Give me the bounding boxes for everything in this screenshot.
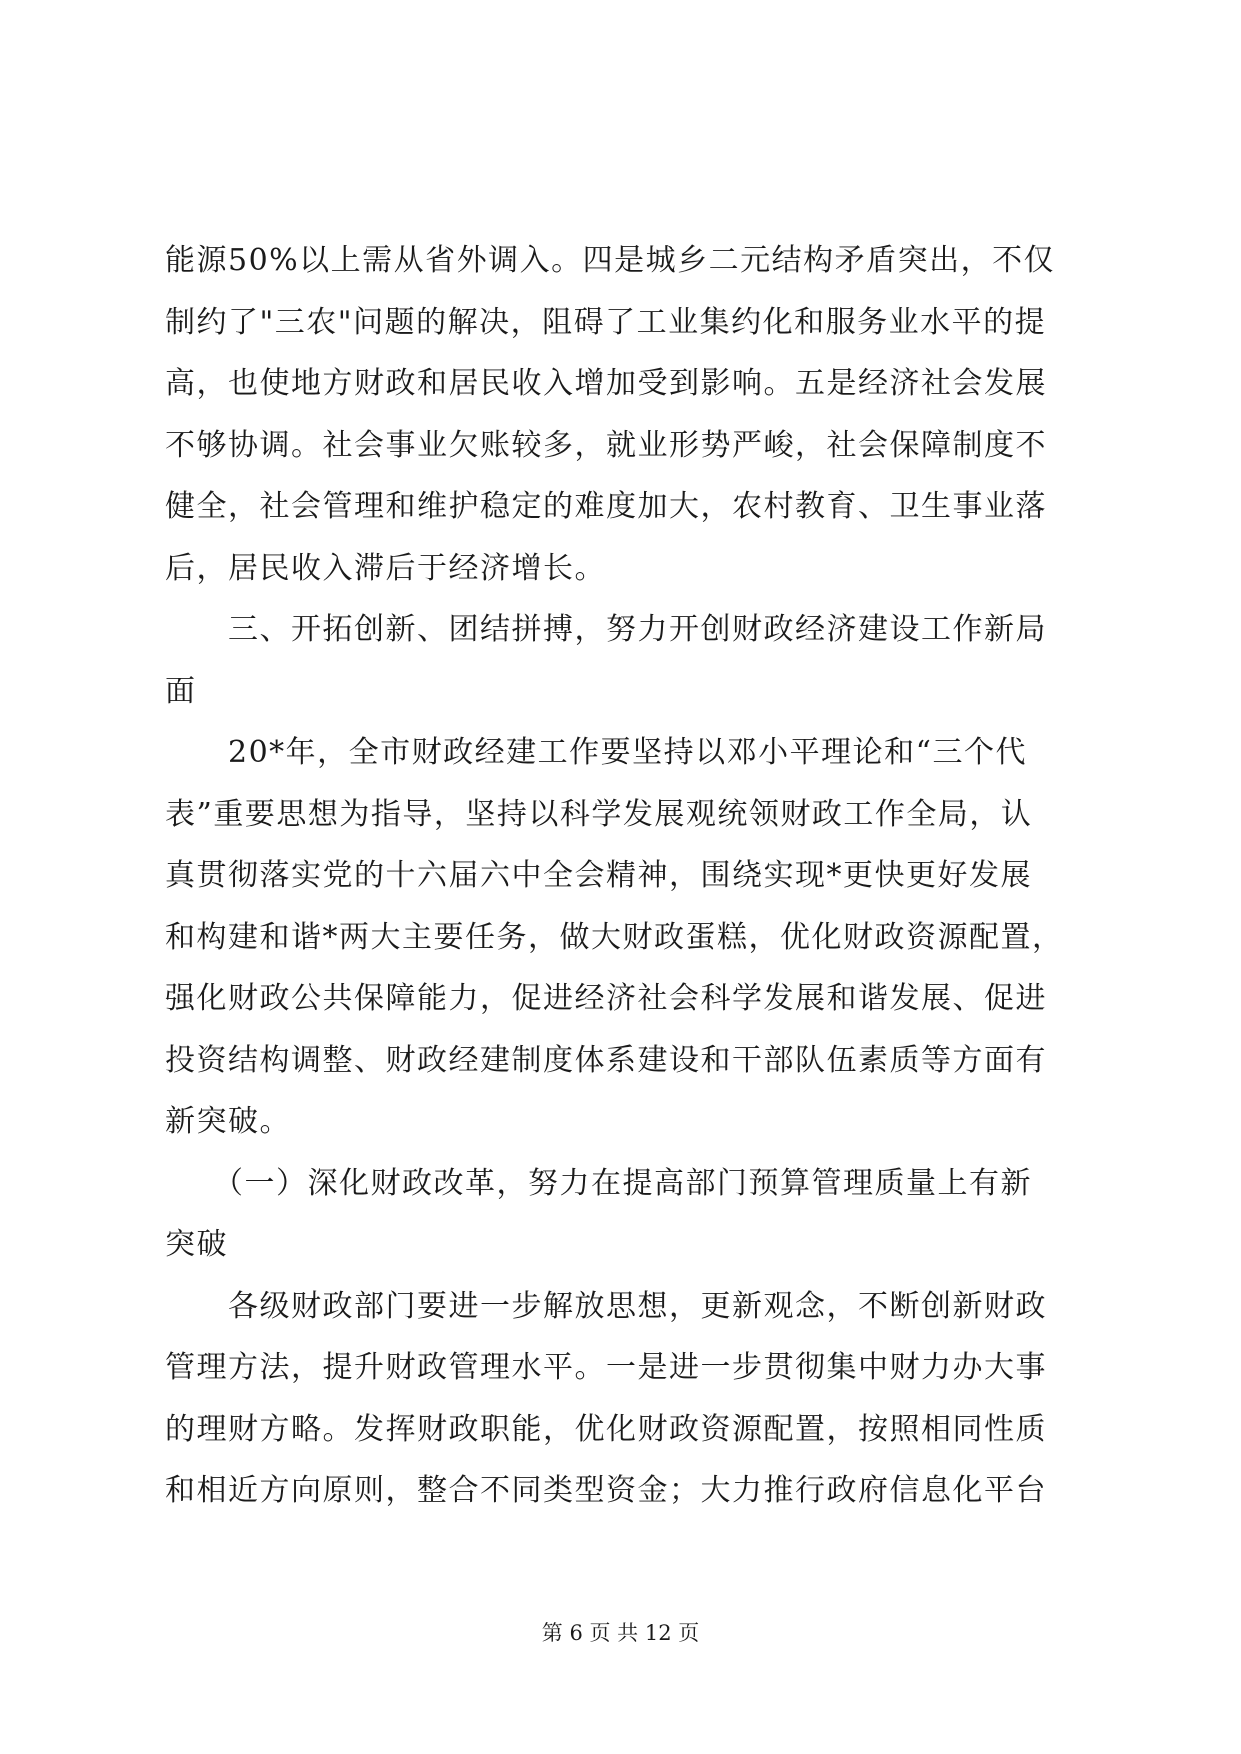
text-line: 强化财政公共保障能力，促进经济社会科学发展和谐发展、促进 [165,981,1047,1016]
subsection-heading-line: 突破 [165,1227,228,1262]
section-heading-line: 三、开拓创新、团结拼搏，努力开创财政经济建设工作新局 [165,612,1047,647]
text-line: 高，也使地方财政和居民收入增加受到影响。五是经济社会发展 [165,366,1047,401]
text-line: 新突破。 [165,1104,291,1139]
text-line: 健全，社会管理和维护稳定的难度加大，农村教育、卫生事业落 [165,489,1047,524]
text-line: 后，居民收入滞后于经济增长。 [165,550,606,586]
text-line: 各级财政部门要进一步解放思想，更新观念，不断创新财政 [165,1288,1047,1324]
subsection-heading-line: （一）深化财政改革，努力在提高部门预算管理质量上有新 [165,1165,1032,1201]
text-line: 不够协调。社会事业欠账较多，就业形势严峻，社会保障制度不 [165,427,1047,463]
text-line: 和相近方向原则，整合不同类型资金；大力推行政府信息化平台 [165,1473,1047,1508]
text-line: 的理财方略。发挥财政职能，优化财政资源配置，按照相同性质 [165,1411,1047,1447]
text-line: 20*年，全市财政经建工作要坚持以邓小平理论和“三个代 [165,735,1028,770]
text-line: 和构建和谐*两大主要任务，做大财政蛋糕，优化财政资源配置， [165,919,1064,955]
text-line: 真贯彻落实党的十六届六中全会精神，围绕实现*更快更好发展 [165,858,1032,893]
text-line: 表”重要思想为指导，坚持以科学发展观统领财政工作全局，认 [165,796,1033,832]
text-line: 投资结构调整、财政经建制度体系建设和干部队伍素质等方面有 [165,1042,1047,1078]
text-line: 能源50%以上需从省外调入。四是城乡二元结构矛盾突出，不仅 [165,243,1056,278]
page-number-footer: 第 6 页 共 12 页 [541,1621,700,1645]
section-heading-line: 面 [165,673,197,709]
text-line: 制约了"三农"问题的解决，阻碍了工业集约化和服务业水平的提 [165,304,1047,340]
body-text [165,230,1085,1522]
text-line: 管理方法，提升财政管理水平。一是进一步贯彻集中财力办大事 [165,1350,1047,1385]
